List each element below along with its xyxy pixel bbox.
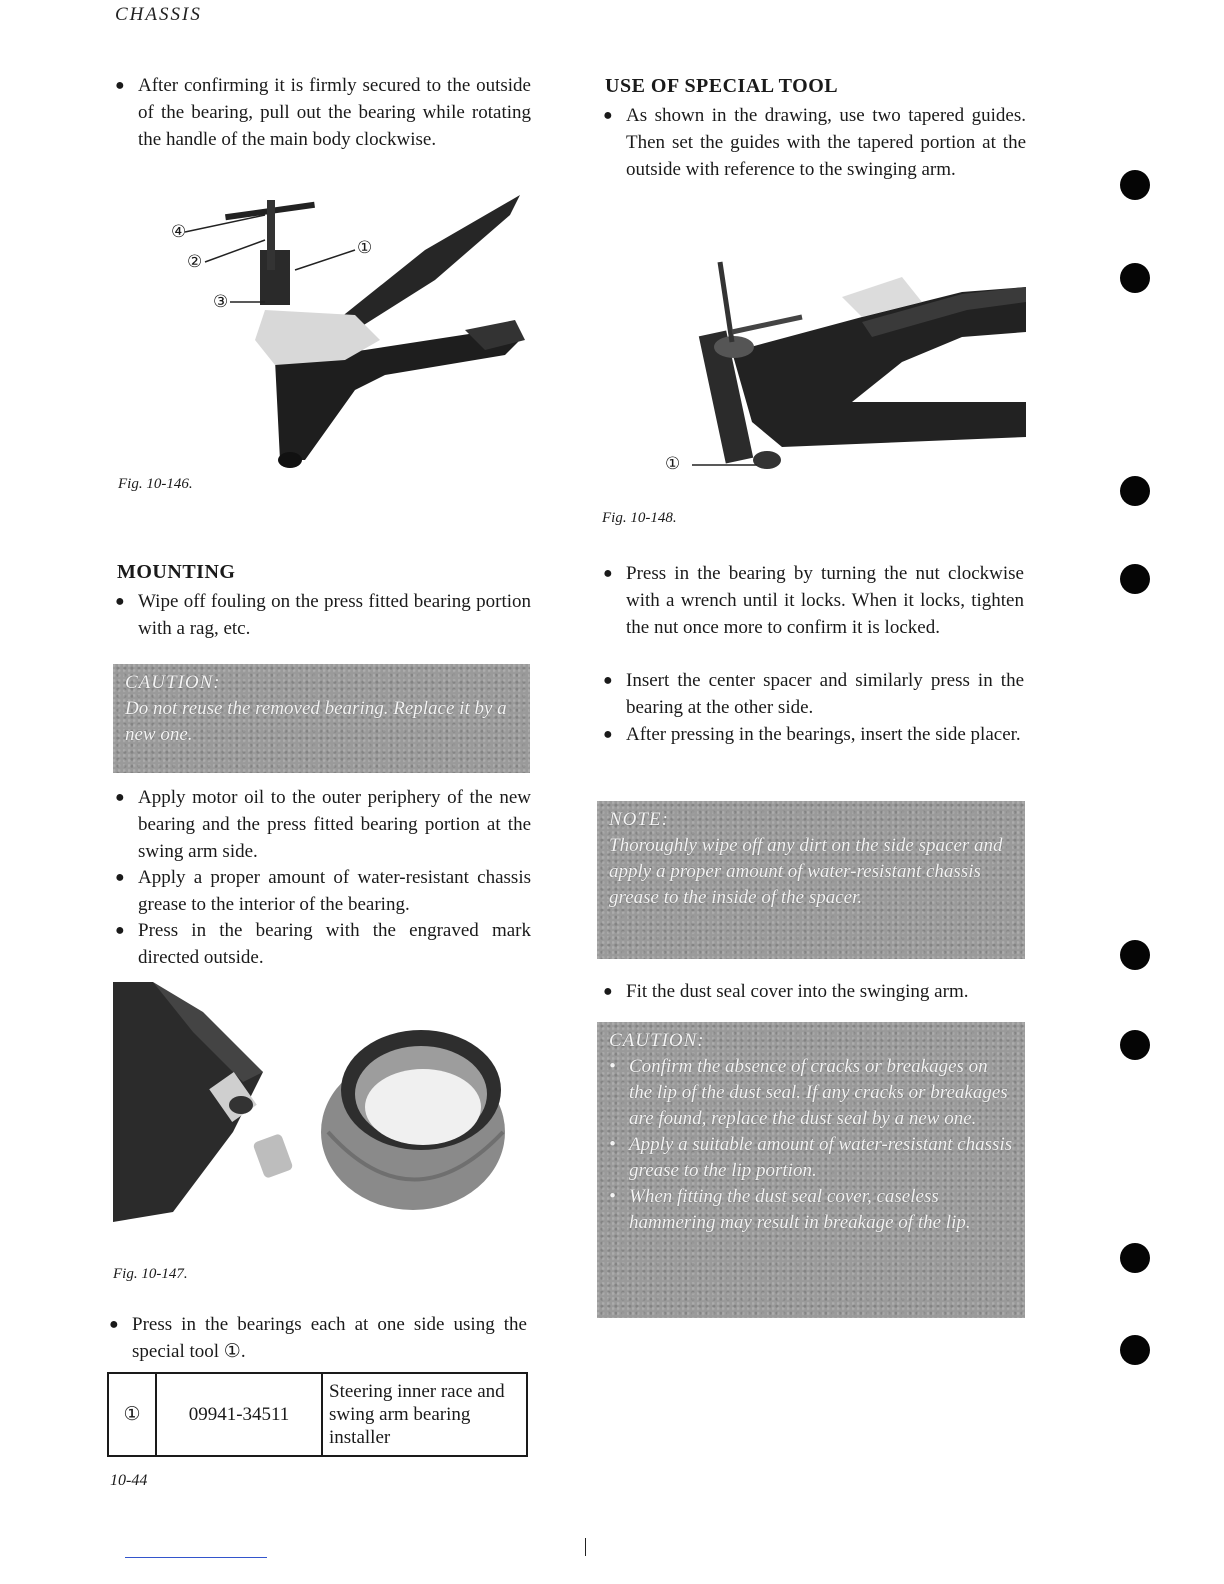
bullet-engraved-mark: ● Press in the bearing with the engraved mark directed outside. xyxy=(138,917,531,971)
fig-146-caption: Fig. 10-146. xyxy=(118,476,193,492)
binder-hole-icon xyxy=(1120,263,1150,293)
caution-item: • Apply a suitable amount of water-resistant chassis grease to the lip portion. xyxy=(609,1134,1013,1181)
bullet-icon: ● xyxy=(115,593,125,610)
caution-title: CAUTION: xyxy=(125,672,221,693)
page-number: 10-44 xyxy=(110,1472,148,1489)
bullet-dust-seal: ● Fit the dust seal cover into the swinging arm. xyxy=(626,978,1026,1005)
bullet-icon: • xyxy=(609,1186,616,1207)
bullet-icon: ● xyxy=(603,107,613,124)
bullet-icon: ● xyxy=(603,672,613,689)
caution-item: • Confirm the absence of cracks or breakages on the lip of the dust seal. If any cracks or breakages are found, replace the dust seal by a new one. xyxy=(609,1056,1008,1129)
note-box-side-spacer xyxy=(597,801,1025,959)
mounting-bullet: ● Wipe off fouling on the press fitted bearing portion with a rag, etc. xyxy=(138,588,531,642)
note-title: NOTE: xyxy=(609,809,669,830)
section-title: CHASSIS xyxy=(115,4,202,25)
fig-146-photo xyxy=(165,190,530,470)
table-row xyxy=(108,1373,527,1456)
binder-hole-icon xyxy=(1120,1243,1150,1273)
bullet-center-spacer: ● Insert the center spacer and similarly press in the bearing at the other side. xyxy=(626,667,1024,721)
tool-description: Steering inner race and swing arm bearing installer xyxy=(322,1373,527,1456)
bullet-icon: ● xyxy=(115,789,125,806)
bullet-special-tool: ● Press in the bearings each at one side using the special tool ①. xyxy=(132,1311,527,1365)
caution-box-dust-seal xyxy=(597,1022,1025,1318)
scan-tick xyxy=(585,1538,586,1556)
bullet-icon: ● xyxy=(603,565,613,582)
binder-hole-icon xyxy=(1120,1030,1150,1060)
bullet-icon: ● xyxy=(603,726,613,743)
callout-2: ② xyxy=(187,252,203,271)
mounting-heading: MOUNTING xyxy=(117,561,236,583)
tool-part-number: 09941-34511 xyxy=(156,1373,322,1456)
note-text: Thoroughly wipe off any dirt on the side spacer and apply a proper amount of water-resistant chassis grease to the inside of the spacer. xyxy=(609,835,1003,908)
binder-hole-icon xyxy=(1120,940,1150,970)
special-tool-heading: USE OF SPECIAL TOOL xyxy=(605,75,839,97)
intro-bullet: ● After confirming it is firmly secured to the outside of the bearing, pull out the bearing while rotating the handle of the main body clockwise. xyxy=(138,72,531,153)
callout-3: ③ xyxy=(213,292,229,311)
fig-148-caption: Fig. 10-148. xyxy=(602,510,677,526)
bullet-icon: ● xyxy=(603,983,613,1000)
scan-rule xyxy=(125,1557,267,1558)
special-tool-table xyxy=(107,1372,528,1457)
special-tool-bullet: ● As shown in the drawing, use two tapered guides. Then set the guides with the tapered portion at the outside with reference to the swinging arm. xyxy=(626,102,1026,183)
tool-ref: ① xyxy=(108,1373,156,1456)
callout-1: ① xyxy=(357,238,373,257)
binder-hole-icon xyxy=(1120,1335,1150,1365)
bullet-icon: ● xyxy=(109,1316,119,1333)
binder-hole-icon xyxy=(1120,476,1150,506)
binder-hole-icon xyxy=(1120,170,1150,200)
callout-1: ① xyxy=(665,454,681,473)
caution-text: Do not reuse the removed bearing. Replace it by a new one. xyxy=(125,698,507,745)
fig-147-photo xyxy=(113,982,528,1237)
bullet-icon: • xyxy=(609,1134,616,1155)
fig-148-photo xyxy=(662,222,1026,482)
caution-title: CAUTION: xyxy=(609,1030,705,1051)
bullet-icon: ● xyxy=(115,869,125,886)
callout-4: ④ xyxy=(171,222,187,241)
bullet-side-placer: ● After pressing in the bearings, insert the side placer. xyxy=(626,721,1024,748)
bullet-icon: ● xyxy=(115,77,125,94)
bullet-icon: ● xyxy=(115,922,125,939)
caution-box-bearing xyxy=(113,664,530,773)
bullet-motor-oil: ● Apply motor oil to the outer periphery of the new bearing and the press fitted bearing portion at the swing arm side. xyxy=(138,784,531,865)
bullet-icon: • xyxy=(609,1056,616,1077)
fig-147-caption: Fig. 10-147. xyxy=(113,1266,188,1282)
caution-item: • When fitting the dust seal cover, caseless hammering may result in breakage of the lip. xyxy=(609,1186,971,1233)
binder-hole-icon xyxy=(1120,564,1150,594)
bullet-press-nut: ● Press in the bearing by turning the nut clockwise with a wrench until it locks. When it locks, tighten the nut once more to confirm it is locked. xyxy=(626,560,1024,641)
bullet-grease: ● Apply a proper amount of water-resistant chassis grease to the interior of the bearing. xyxy=(138,864,531,918)
